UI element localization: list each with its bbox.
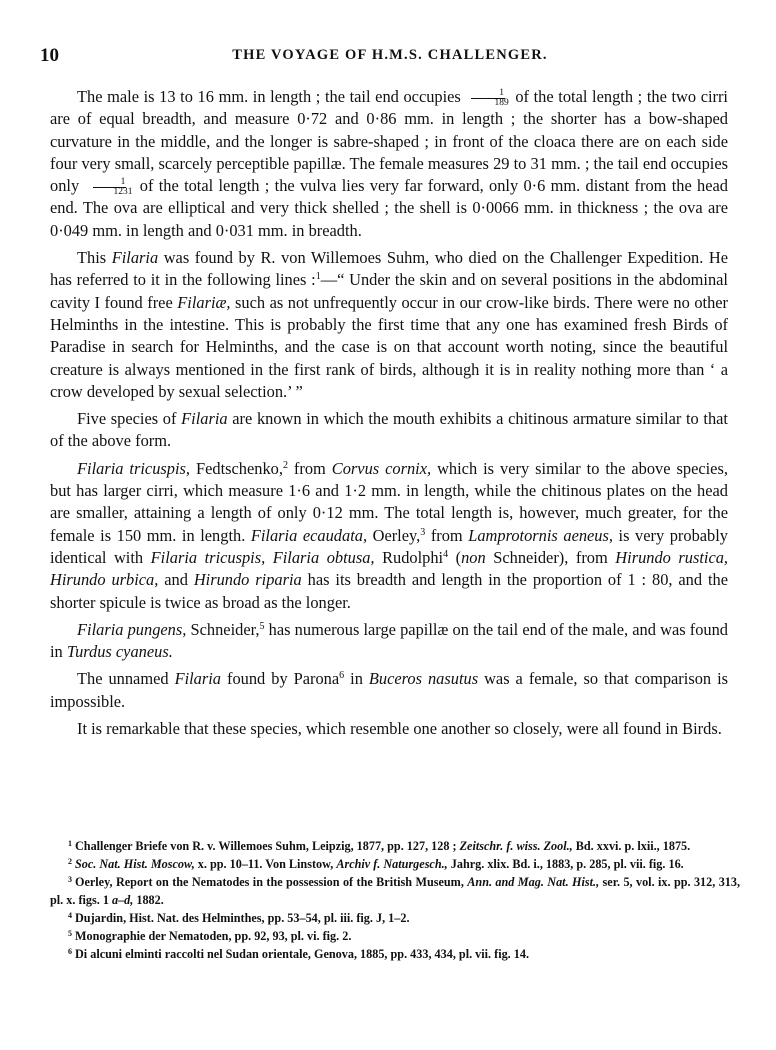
footnote-5 bbox=[50, 928, 740, 945]
text: and bbox=[164, 570, 188, 590]
species-name: Hirundo riparia bbox=[193, 570, 302, 590]
text: was found by R. von Willemoes Suhm, who died on the Challenger Expedition. He has referred to it in the following lines : bbox=[50, 248, 728, 290]
footnote-2 bbox=[50, 856, 740, 873]
text-italic: a–d, bbox=[111, 892, 134, 907]
paragraph-7 bbox=[50, 718, 728, 740]
journal-title: Soc. Nat. Hist. Moscow, bbox=[75, 857, 195, 872]
species-name: Filaria tricuspis, bbox=[77, 458, 190, 478]
text: Challenger Briefe von R. v. Willemoes Suhm, Leipzig, 1877, pp. 127, 128 ; bbox=[75, 839, 457, 853]
species-name: Filaria bbox=[111, 248, 159, 268]
footnote-ref-4: 4 bbox=[443, 548, 449, 560]
paragraph-2 bbox=[50, 247, 728, 403]
footnote-mark: 5 bbox=[68, 929, 72, 939]
paragraph-1 bbox=[50, 86, 728, 242]
species-name: Filariæ, bbox=[177, 292, 231, 312]
footnote-ref-6: 6 bbox=[339, 670, 345, 682]
fraction-tail-female bbox=[86, 178, 132, 197]
text: The unnamed bbox=[77, 669, 169, 689]
text: Fedtschenko, bbox=[195, 458, 283, 478]
text: Five species of bbox=[77, 409, 177, 429]
text: ( bbox=[455, 547, 462, 567]
text: are known in which the mouth exhibits a chitinous armature similar to that of the above form. bbox=[50, 409, 728, 451]
text: Schneider, bbox=[190, 619, 260, 639]
text: has its breadth and length in the proportion of 1 : 80, and the shorter spicule is twice as broad as the longer. bbox=[50, 570, 728, 612]
text: of the total length ; the two cirri are of equal breadth, and measure 0·72 and 0·86 mm. in length ; the shorter has a bow-shaped curvature in the middle, and the longer is sabre-shaped ; in front of the cloaca there are on each side four very small, scarcely perceptible papillæ. The female measures 29 to 31 mm. ; the tail end occupies only bbox=[50, 87, 728, 196]
footnote-4 bbox=[50, 910, 740, 927]
text: of the total length ; the vulva lies very far forward, only 0·6 mm. distant from the head end. The ova are elliptical and very thick shelled ; the shell is 0·0066 mm. in thickness ; the ova are 0·049 mm. in length and 0·031 mm. in breadth. bbox=[50, 176, 728, 240]
footnote-mark: 2 bbox=[68, 857, 72, 867]
paragraph-5 bbox=[50, 619, 728, 664]
species-name: Buceros nasutus bbox=[368, 669, 479, 689]
text: ser. 5, vol. ix. pp. 312, 313, pl. x. figs. 1 bbox=[50, 875, 741, 907]
species-name: Filaria bbox=[174, 669, 222, 689]
text: is very probably identical with bbox=[50, 525, 728, 567]
text-italic: non bbox=[461, 547, 486, 567]
paragraph-3 bbox=[50, 408, 728, 453]
text: has numerous large papillæ on the tail end of the male, and was found in bbox=[50, 619, 728, 662]
text: Oerley, Report on the Nematodes in the possession of the British Museum, bbox=[75, 875, 464, 890]
footnote-ref-1: 1 bbox=[315, 271, 321, 283]
footnote-mark: 3 bbox=[68, 875, 72, 885]
text: which is very similar to the above species, but has larger cirri, which measure 1·6 and 1·2 mm. in length, while the chitinous plates on the head are smaller, attaining a length of only 0·12 mm. The total length is, however, much greater, for the female is 150 mm. in length. bbox=[50, 458, 728, 545]
footnote-ref-3: 3 bbox=[420, 526, 426, 538]
text: x. pp. 10–11. Von Linstow, bbox=[197, 857, 334, 872]
species-name: Filaria ecaudata, bbox=[250, 525, 368, 545]
footnote-ref-2: 2 bbox=[282, 459, 288, 471]
journal-title: Zeitschr. f. wiss. Zool., bbox=[459, 839, 573, 853]
text: Oerley, bbox=[372, 525, 421, 545]
paragraph-4 bbox=[50, 458, 728, 614]
footnote-mark: 6 bbox=[68, 947, 72, 957]
page-number: 10 bbox=[40, 45, 59, 66]
text: from bbox=[293, 458, 326, 478]
body-text bbox=[50, 86, 728, 745]
species-name: Corvus cornix, bbox=[331, 458, 432, 478]
species-name: Filaria tricuspis, Filaria obtusa, bbox=[150, 547, 375, 567]
text: —“ Under the skin and on several positions in the abdominal cavity I found free bbox=[50, 270, 728, 312]
text: from bbox=[430, 525, 463, 545]
numerator: 1 bbox=[93, 178, 127, 188]
fraction-tail-male bbox=[467, 89, 508, 108]
paragraph-6 bbox=[50, 668, 728, 713]
text: Monographie der Nematoden, pp. 92, 93, pl. vi. fig. 2. bbox=[75, 929, 352, 944]
species-name: Lamprotornis aeneus, bbox=[468, 525, 613, 545]
text: was a female, so that comparison is impossible. bbox=[50, 669, 729, 711]
text: It is remarkable that these species, which resemble one another so closely, were all found in Birds. bbox=[77, 719, 722, 739]
species-name: Filaria pungens, bbox=[77, 619, 187, 639]
footnote-ref-5: 5 bbox=[259, 620, 265, 632]
journal-title: Ann. and Mag. Nat. Hist., bbox=[467, 875, 600, 890]
text: Di alcuni elminti raccolti nel Sudan orientale, Genova, 1885, pp. 433, 434, pl. vii. fig. 14. bbox=[75, 947, 529, 962]
footnote-3 bbox=[50, 874, 740, 908]
species-name: Hirundo rustica, Hirundo urbica, bbox=[50, 547, 729, 590]
numerator: 1 bbox=[471, 89, 505, 99]
text: The male is 13 to 16 mm. in length ; the tail end occupies bbox=[77, 87, 461, 106]
species-name: Filaria bbox=[181, 409, 228, 429]
denominator: 189 bbox=[494, 97, 509, 108]
text: This bbox=[77, 248, 107, 268]
text: in bbox=[350, 669, 363, 689]
footnote-6 bbox=[50, 946, 740, 963]
text: Schneider), from bbox=[493, 547, 608, 567]
page-header bbox=[40, 45, 740, 67]
footnote-mark: 4 bbox=[68, 910, 72, 920]
footnote-mark: 1 bbox=[68, 839, 72, 848]
running-title: THE VOYAGE OF H.M.S. CHALLENGER. bbox=[232, 47, 548, 63]
footnotes bbox=[50, 838, 740, 964]
text: found by Parona bbox=[227, 669, 340, 689]
species-name: Turdus cyaneus. bbox=[66, 642, 173, 662]
text: Dujardin, Hist. Nat. des Helminthes, pp. 53–54, pl. iii. fig. J, 1–2. bbox=[75, 910, 410, 925]
text: 1882. bbox=[136, 892, 164, 907]
text: Rudolphi bbox=[382, 547, 444, 567]
text: Bd. xxvi. p. lxii., 1875. bbox=[575, 839, 691, 853]
footnote-1 bbox=[50, 838, 740, 855]
text: Jahrg. xlix. Bd. i., 1883, p. 285, pl. vii. fig. 16. bbox=[450, 857, 684, 872]
denominator: 1231 bbox=[113, 186, 133, 197]
text: such as not unfrequently occur in our crow-like birds. There were no other Helminths in the intestine. This is probably the first time that any one has examined fresh Birds of Paradise in search for Helminths, and the case is on that account worth noting, since the beautiful creature is always mentioned in the first rank of birds, although it is in reality nothing more than ‘ a crow developed by sexual selection.’ ” bbox=[50, 292, 728, 401]
journal-title: Archiv f. Naturgesch., bbox=[336, 857, 448, 872]
